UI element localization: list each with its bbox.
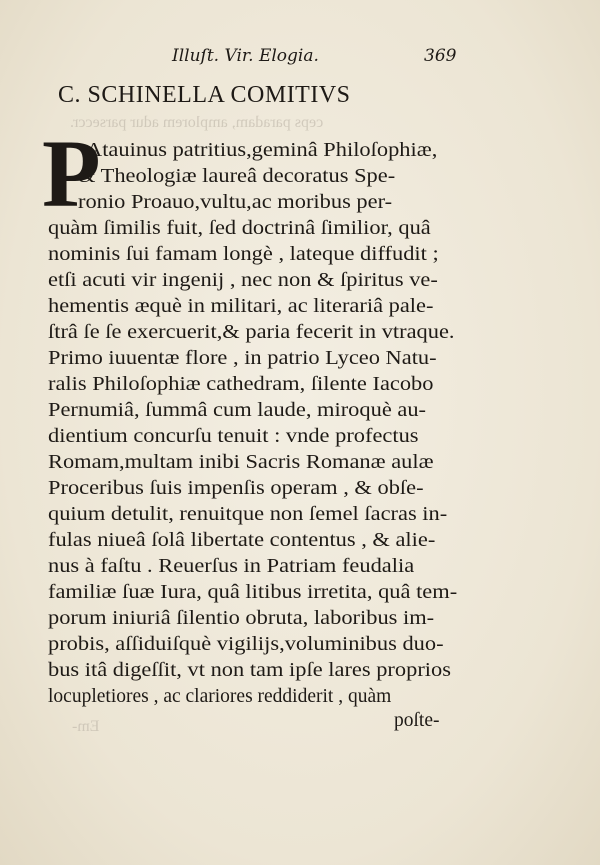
text-line: dientium concurſu tenuit : vnde profectus <box>48 426 419 447</box>
text-line: Proceribus ſuis impenſis operam , & obſe- <box>48 478 424 499</box>
text-line: locupletiores , ac clariores reddiderit , quàm <box>48 686 392 707</box>
text-line: familiæ ſuæ Iura, quâ litibus irretita, quâ tem- <box>48 582 458 603</box>
catchword: poſte- <box>394 710 440 731</box>
text-line: nominis ſui famam longè , lateque diffudit ; <box>48 244 439 265</box>
show-through-text-bottom: Em- <box>72 718 100 735</box>
text-line: bus itâ digeſſit, vt non tam ipſe lares proprios <box>48 660 451 681</box>
text-line: porum iniuriâ ſilentio obruta, laboribus im- <box>48 608 435 629</box>
text-line: quàm ſimilis fuit, ſed doctrinâ ſimilior, quâ <box>48 218 431 239</box>
text-line: & Theologiæ laureâ decoratus Spe- <box>78 166 396 187</box>
text-line: Romam,multam inibi Sacris Romanæ aulæ <box>48 452 434 473</box>
show-through-text-top: ceps paradam, amplorem adur parseccr. <box>70 114 324 131</box>
text-line: fulas niueâ ſolâ libertate contentus , & alie- <box>48 530 436 551</box>
running-head-title: Illuſt. Vir. Elogia. <box>172 46 319 66</box>
page-number: 369 <box>424 46 457 66</box>
text-line: ralis Philoſophiæ cathedram, ſilente Iacobo <box>48 374 434 395</box>
drop-cap: P <box>42 120 101 227</box>
text-line: probis, aſſiduiſquè vigilijs,voluminibus duo- <box>48 634 444 655</box>
running-head <box>0 44 600 74</box>
text-line: Atauinus patritius,geminâ Philoſophiæ, <box>86 140 438 161</box>
text-line: etſi acuti vir ingenij , nec non & ſpiritus ve- <box>48 270 438 291</box>
text-line: hementis æquè in militari, ac literariâ pale- <box>48 296 434 317</box>
section-heading: C. SCHINELLA COMITIVS <box>58 82 351 108</box>
text-line: Primo iuuentæ flore , in patrio Lyceo Natu- <box>48 348 437 369</box>
text-line: ſtrâ ſe ſe exercuerit,& paria fecerit in vtraque. <box>48 322 455 343</box>
text-line: nus à faſtu . Reuerſus in Patriam feudalia <box>48 556 415 577</box>
text-line: ronio Proauo,vultu,ac moribus per- <box>78 192 393 213</box>
text-line: Pernumiâ, ſummâ cum laude, miroquè au- <box>48 400 427 421</box>
text-line: quium detulit, renuitque non ſemel ſacras in- <box>48 504 448 525</box>
